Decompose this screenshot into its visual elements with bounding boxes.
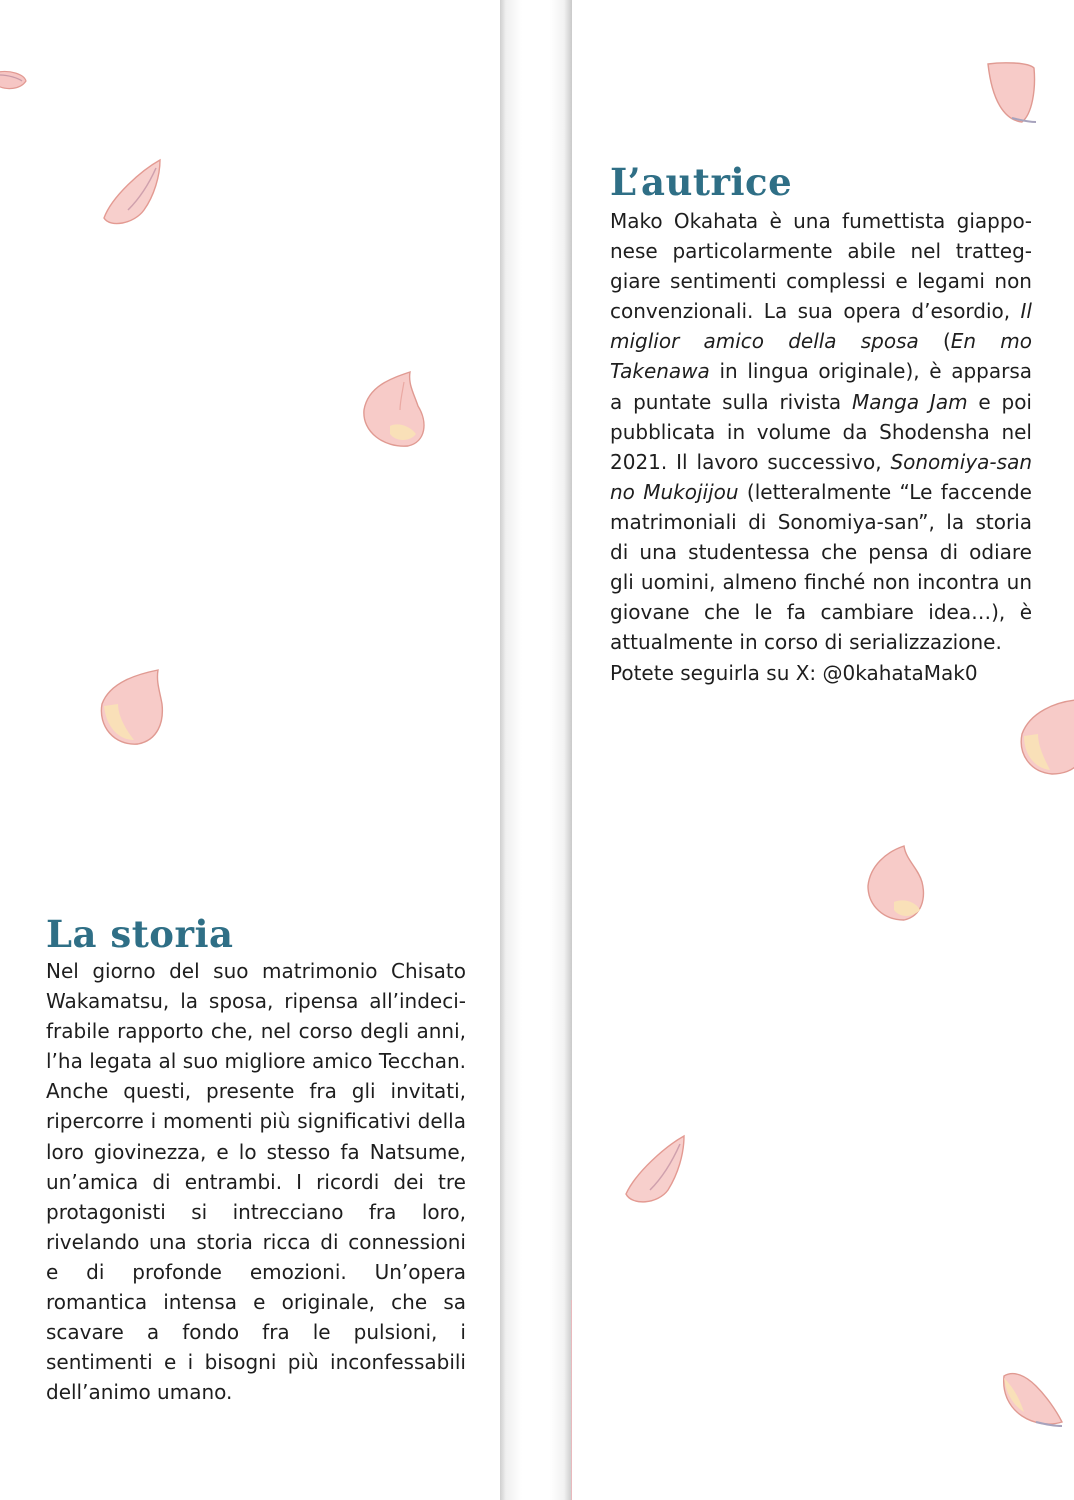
petal-icon bbox=[618, 1134, 688, 1210]
magazine-title: Manga Jam bbox=[851, 389, 968, 414]
petal-icon bbox=[864, 844, 928, 924]
author-title: L’autrice bbox=[610, 160, 793, 204]
story-title: La storia bbox=[46, 912, 234, 956]
story-synopsis: Nel giorno del suo matrimonio Chisato Wakamatsu, la sposa, ripensa all’indecifrabile rapporto che, nel corso degli anni, l’ha legata al suo migliore amico Tecchan. Anche questi, presente fra gli invitati, ripercorre i momenti più significativi della loro giovinezza, e lo stesso fa Natsume, un’amica di entrambi. I ricordi dei tre protagonisti si intrecciano fra loro, rivelando una storia ricca di connessioni e di profonde emozioni. Un’opera romantica intensa e originale, che sa scavare a fondo fra le pulsioni, i sentimenti e i bisogni più inconfessabili dell’animo umano. bbox=[46, 959, 466, 1405]
petal-icon bbox=[0, 66, 28, 94]
author-bio bbox=[610, 206, 1032, 657]
book-gutter bbox=[500, 0, 572, 1500]
right-page bbox=[572, 0, 1074, 1500]
work-title: Sonomiya-san no Mukojijou bbox=[610, 449, 1032, 504]
bio-text: ( bbox=[918, 329, 951, 354]
bio-text: e poi pubblicata in volume da Shodensha nel 2021. Il lavoro successivo, bbox=[610, 389, 1032, 474]
work-title: Il miglior amico della sposa bbox=[610, 299, 1032, 354]
bio-text: (letteralmente “Le faccende matrimoniali di Sonomiya-san”, la storia di una studentessa che pensa di odiare gli uomini, almeno finché non incontra un giovane che le fa cambiare idea…), è attualmente in corso di serializzazione. bbox=[610, 479, 1032, 655]
petal-icon bbox=[360, 370, 430, 452]
bio-text: in lingua originale), è apparsa a puntate sulla rivista bbox=[610, 359, 1032, 414]
petal-icon bbox=[1016, 696, 1074, 780]
author-follow-line: Potete seguirla su X: @0kahataMak0 bbox=[610, 661, 978, 685]
petal-icon bbox=[96, 668, 168, 750]
work-original-title: En mo Takenawa bbox=[610, 329, 1032, 384]
left-page bbox=[0, 0, 500, 1500]
petal-icon bbox=[98, 158, 164, 230]
petal-icon bbox=[1000, 1370, 1066, 1432]
petal-icon bbox=[982, 60, 1038, 128]
bio-text: Mako Okahata è una fumettista giapponese particolarmente abile nel tratteggiare sentimenti complessi e legami non convenzionali. La sua opera d’esordio, bbox=[610, 209, 1032, 324]
